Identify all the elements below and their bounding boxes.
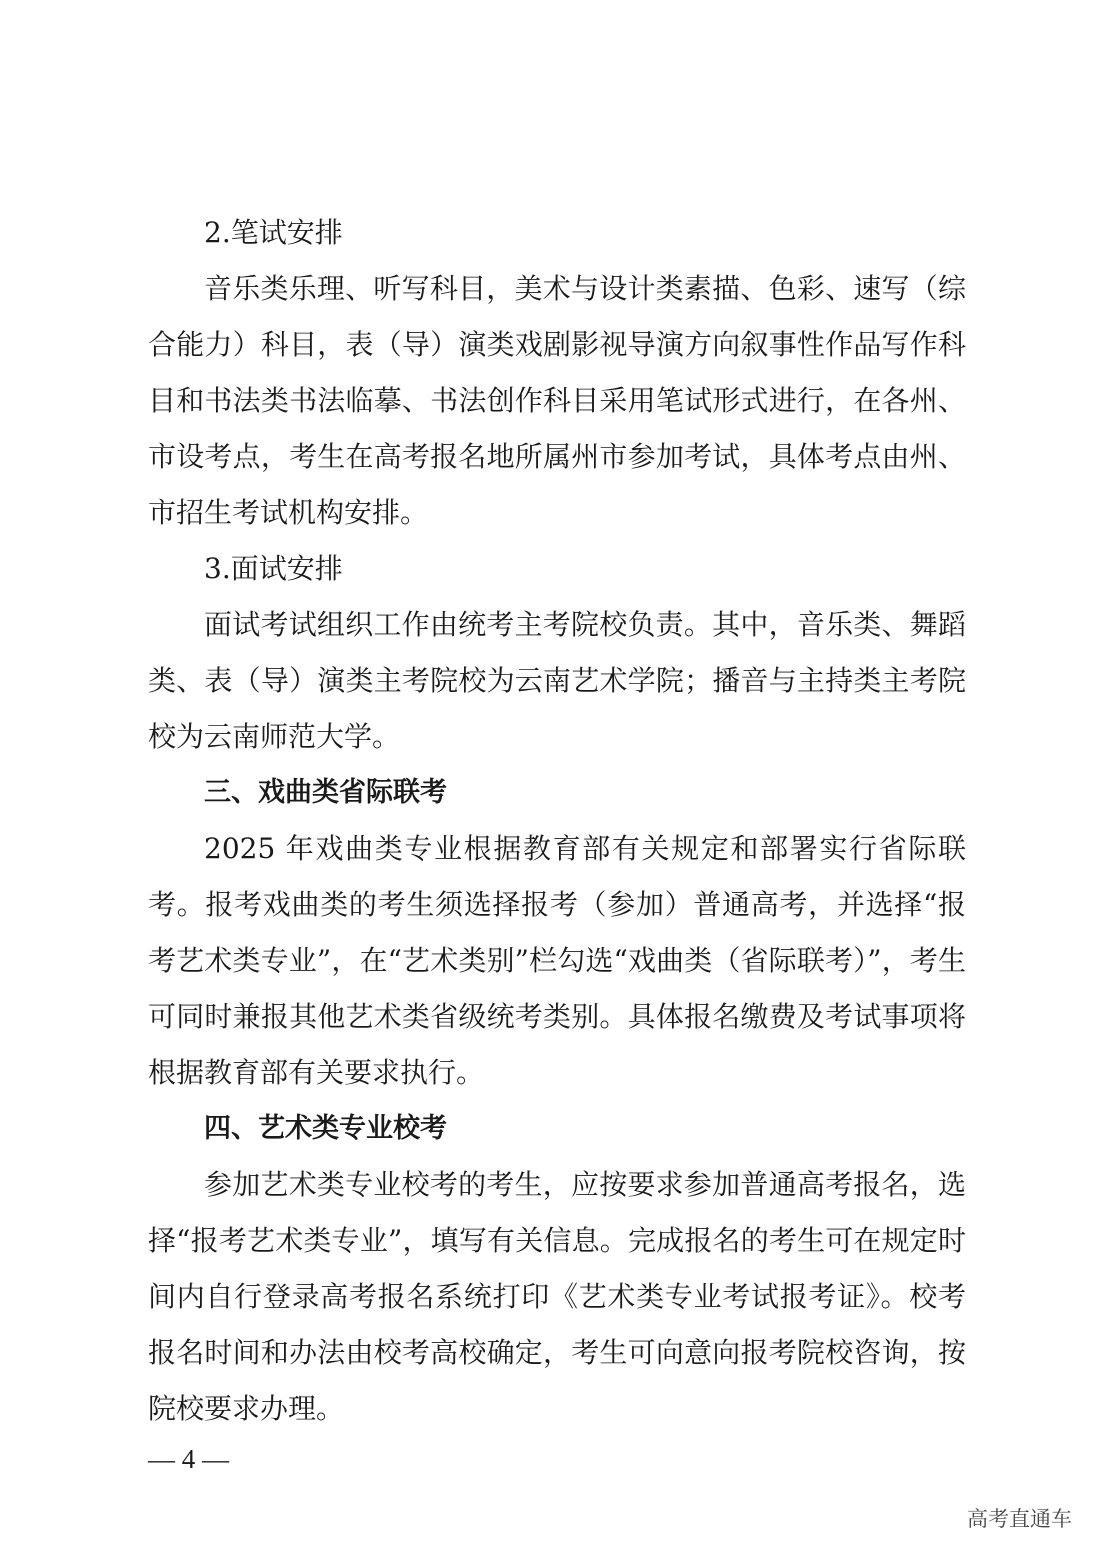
section-4-paragraph: 参加艺术类专业校考的考生，应按要求参加普通高考报名，选择“报考艺术类专业”，填写有关信息。完成报名的考生可在规定时间内自行登录高考报名系统打印《艺术类专业考试报考证》。校考报名时间和办法由校考高校确定，考生可向意向报考院校咨询，按院校要求办理。 — [148, 1168, 966, 1425]
watermark-text: 高考直通车 — [967, 1507, 1072, 1531]
subsection-2-title: 2.笔试安排 — [204, 216, 343, 249]
document-body — [148, 205, 966, 1437]
subsection-2-paragraph: 音乐类乐理、听写科目，美术与设计类素描、色彩、速写（综合能力）科目，表（导）演类戏剧影视导演方向叙事性作品写作科目和书法类书法临摹、书法创作科目采用笔试形式进行，在各州、市设考点，考生在高考报名地所属州市参加考试，具体考点由州、市招生考试机构安排。 — [148, 272, 966, 529]
section-3-paragraph: 2025 年戏曲类专业根据教育部有关规定和部署实行省际联考。报考戏曲类的考生须选择报考（参加）普通高考，并选择“报考艺术类专业”，在“艺术类别”栏勾选“戏曲类（省际联考）”，考生可同时兼报其他艺术类省级统考类别。具体报名缴费及考试事项将根据教育部有关要求执行。 — [148, 832, 966, 1089]
section-4-heading: 四、艺术类专业校考 — [204, 1113, 447, 1144]
subsection-3-paragraph: 面试考试组织工作由统考主考院校负责。其中，音乐类、舞蹈类、表（导）演类主考院校为云南艺术学院；播音与主持类主考院校为云南师范大学。 — [148, 608, 966, 753]
subsection-3-title: 3.面试安排 — [204, 552, 343, 585]
page-number: — 4 — — [148, 1444, 229, 1474]
section-3-heading: 三、戏曲类省际联考 — [204, 777, 447, 808]
